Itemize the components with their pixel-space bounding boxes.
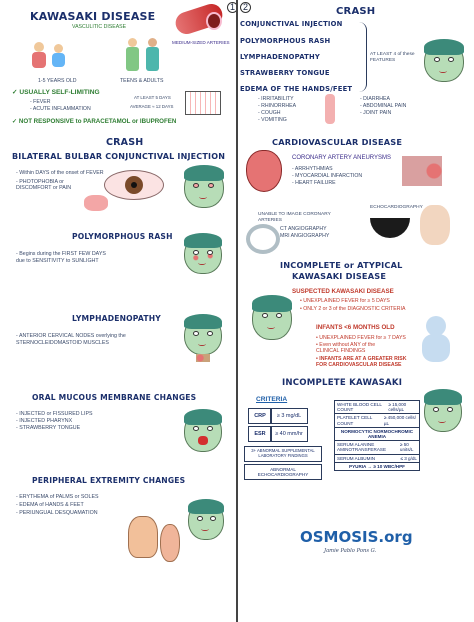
child-face-crash [424, 40, 464, 82]
symptom-cough: - COUGH [258, 110, 281, 116]
rash-heading: POLYMORPHOUS RASH [72, 232, 173, 241]
abnormal-echo: ABNORMAL ECHOCARDIOGRAPHY [244, 464, 322, 480]
cv-heart-failure: - HEART FAILURE [292, 180, 336, 186]
incomplete-atypical-heading-2: KAWASAKI DISEASE [292, 271, 387, 281]
unable-to-image: UNABLE TO IMAGE CORONARY ARTERIES [258, 212, 331, 223]
teens-illustration [124, 38, 170, 74]
albumin-label: SERUM ALBUMIN [337, 455, 376, 461]
platelet-label: PLATELET CELL COUNT [337, 415, 373, 426]
suspected-kawasaki: SUSPECTED KAWASAKI DISEASE [292, 288, 394, 295]
platelet-value: ≥ 450,000 cells/µL [383, 415, 416, 426]
echo-probe [370, 218, 410, 238]
oral-bullet-2: - INJECTED PHARYNX [16, 418, 73, 424]
child-body-sketch [325, 94, 335, 124]
vasculitic-subtitle: VASCULITIC DISEASE [72, 24, 127, 30]
infants-heading: INFANTS <6 MONTHS OLD [316, 324, 395, 331]
lymph-bullet-1: - ANTERIOR CERVICAL NODES overlying the [16, 333, 126, 339]
cv-arrhythmias: - ARRHYTHMIAS [292, 166, 333, 172]
symptom-irritability: - IRRITABILITY [258, 96, 294, 102]
symptom-abdominal-pain: - ABDOMINAL PAIN [360, 103, 407, 109]
suspected-bullet-1: • UNEXPLAINED FEVER for ≥ 5 DAYS [300, 298, 390, 304]
rash-bullet-2: due to SENSITIVITY to SUNLIGHT [16, 258, 99, 264]
symptom-joint-pain: - JOINT PAIN [360, 110, 392, 116]
ct-angiography: CT ANGIOGRAPHY [280, 226, 327, 232]
echocardiography-label: ECHOCARDIOGRAPHY [370, 205, 423, 210]
acute-inflammation-item: - ACUTE INFLAMMATION [30, 106, 91, 112]
anemia-row [335, 428, 419, 441]
crash-r-item: POLYMORPHOUS RASH [240, 37, 331, 45]
artist-signature: Jamie Pablo Pons G. [324, 548, 377, 554]
peri-bullet-2: - EDEMA of HANDS & FEET [16, 502, 84, 508]
child-face-suspected [252, 296, 292, 340]
conjunctival-heading: BILATERAL BULBAR CONJUNCTIVAL INJECTION [12, 152, 226, 161]
crash-heading-right: CRASH [336, 6, 376, 17]
pyuria-label: PYURIA → ≥ 10 WBC/HPF [349, 463, 405, 469]
kawasaki-title: KAWASAKI DISEASE [30, 10, 156, 23]
albumin-value: ≤ 3 g/dL [400, 455, 417, 461]
crash-h-item: EDEMA OF THE HANDS/FEET [240, 85, 353, 93]
page-number-2: 2 [240, 2, 251, 13]
platelet-row [335, 414, 419, 427]
infants-bullet-4: • INFANTS ARE AT A GREATER RISK [316, 356, 407, 362]
oral-bullet-1: - INJECTED or FISSURED LIPS [16, 411, 93, 417]
artery-lumen [206, 12, 222, 30]
at-least-4-features: AT LEAST 4 of these FEATURES [370, 52, 415, 63]
infant-illustration [418, 316, 454, 364]
esr-label-cell: ESR [248, 426, 272, 442]
child-face-conjunctiva [184, 166, 224, 208]
suspected-bullet-2: • ONLY 2 or 3 of the DIAGNOSTIC CRITERIA [300, 306, 406, 312]
lymph-bullet-2: STERNOCLEIDOMASTOID MUSCLES [16, 340, 109, 346]
alt-value: ≥ 50 units/L [399, 442, 414, 453]
child-face-lymph [184, 315, 222, 355]
crash-c-item: CONJUNCTIVAL INJECTION [240, 20, 343, 28]
page-divider [236, 0, 238, 622]
child-face-oral [184, 410, 222, 452]
wbc-row [335, 401, 419, 414]
esr-value-cell: ≥ 40 mm/hr [270, 426, 308, 442]
oral-heading: ORAL MUCOUS MEMBRANE CHANGES [32, 393, 197, 402]
peri-bullet-3: - PERIUNGUAL DESQUAMATION [16, 510, 98, 516]
not-responsive-text: NOT RESPONSIVE to PARACETAMOL or IBUPROFEN [18, 118, 177, 125]
eye-illustration [104, 170, 164, 200]
not-responsive-heading: ✓ NOT RESPONSIVE to PARACETAMOL or IBUPROFEN [12, 118, 177, 125]
oral-bullet-3: - STRAWBERRY TONGUE [16, 425, 81, 431]
infants-bullet-2: • Even without ANY of the [316, 342, 376, 348]
lab-findings-table [334, 400, 420, 471]
crp-label-cell: CRP [248, 408, 272, 424]
wbc-label: WHITE BLOOD CELL COUNT [337, 402, 382, 413]
infants-bullet-5: FOR CARDIOVASCULAR DISEASE [316, 362, 402, 368]
conj-bullet-3: DISCOMFORT or PAIN [16, 185, 72, 191]
anemia-label: NORMOCYTIC NORMOCHROMIC ANEMIA [340, 428, 414, 440]
patient-figure [420, 205, 450, 245]
osmosis-brand: OSMOSIS.org [300, 528, 413, 546]
coronary-aneurysms: CORONARY ARTERY ANEURYSMS [292, 155, 392, 161]
toddlers-illustration [30, 40, 76, 72]
cardiovascular-heading: CARDIOVASCULAR DISEASE [272, 137, 403, 147]
symptom-diarrhea: - DIARRHEA [360, 96, 390, 102]
peripheral-heading: PERIPHERAL EXTREMITY CHANGES [32, 476, 186, 485]
crash-s-item: STRAWBERRY TONGUE [240, 69, 330, 77]
at-least-days: AT LEAST 5 DAYS [134, 95, 171, 100]
arteries-label: MEDIUM-SIZED ARTERIES [172, 40, 230, 45]
criteria-label: CRITERIA [256, 396, 288, 403]
aneurysm-sketch [392, 156, 452, 186]
self-limiting-heading: ✓ USUALLY SELF-LIMITING [12, 89, 100, 96]
conjunctiva-sketch [84, 195, 108, 211]
cv-mi: - MYOCARDIAL INFARCTION [292, 173, 363, 179]
wbc-value: ≥ 15,000 cells/µL [388, 402, 407, 413]
heart-illustration [246, 150, 282, 192]
conj-bullet-2: - PHOTOPHOBIA or [16, 179, 64, 185]
conj-bullet-1: - Within DAYS of the onset of FEVER [16, 170, 104, 176]
albumin-row [335, 455, 419, 463]
foot-illustration [160, 524, 180, 562]
fever-item: - FEVER [30, 99, 51, 105]
lymph-heading: LYMPHADENOPATHY [72, 314, 161, 323]
hand-illustration [128, 516, 158, 558]
rash-bullet-1: - Begins during the FIRST FEW DAYS [16, 251, 106, 257]
page-number-1: 1 [227, 2, 238, 13]
alt-row [335, 441, 419, 454]
symptom-vomiting: - VOMITING [258, 117, 287, 123]
average-days: AVERAGE ≈ 12 DAYS [130, 104, 174, 109]
crp-value-cell: ≥ 3 mg/dL [270, 408, 308, 424]
crash-a-item: LYMPHADENOPATHY [240, 53, 320, 61]
incomplete-kawasaki-heading: INCOMPLETE KAWASAKI [282, 378, 403, 388]
child-face-peripheral [188, 500, 224, 540]
pyuria-row [335, 463, 419, 470]
crash-brace [358, 22, 367, 92]
child-face-incomplete [424, 390, 462, 432]
age-range-young: 1-5 YEARS OLD [38, 78, 77, 84]
incomplete-atypical-heading-1: INCOMPLETE or ATYPICAL [280, 260, 403, 270]
child-face-rash [184, 234, 222, 274]
supplemental-findings: 3+ ABNORMAL SUPPLEMENTAL LABORATORY FINDINGS [244, 446, 322, 462]
calendar-icon [185, 91, 221, 115]
alt-label: SERUM ALANINE AMINOTRANSFERASE [337, 442, 387, 453]
mri-angiography: MRI ANGIOGRAPHY [280, 233, 330, 239]
osmosis-logo [300, 528, 413, 546]
scanner-illustration [246, 224, 280, 254]
infants-bullet-1: • UNEXPLAINED FEVER for ≥ 7 DAYS [316, 335, 406, 341]
self-limiting-text: USUALLY SELF-LIMITING [19, 89, 100, 96]
symptom-rhinorrhea: - RHINORRHEA [258, 103, 297, 109]
peri-bullet-1: - ERYTHEMA of PALMS or SOLES [16, 494, 99, 500]
age-range-teens: TEENS & ADULTS [120, 78, 164, 84]
crash-heading-left: CRASH [106, 137, 144, 148]
infants-bullet-3: CLINICAL FINDINGS [316, 348, 366, 354]
